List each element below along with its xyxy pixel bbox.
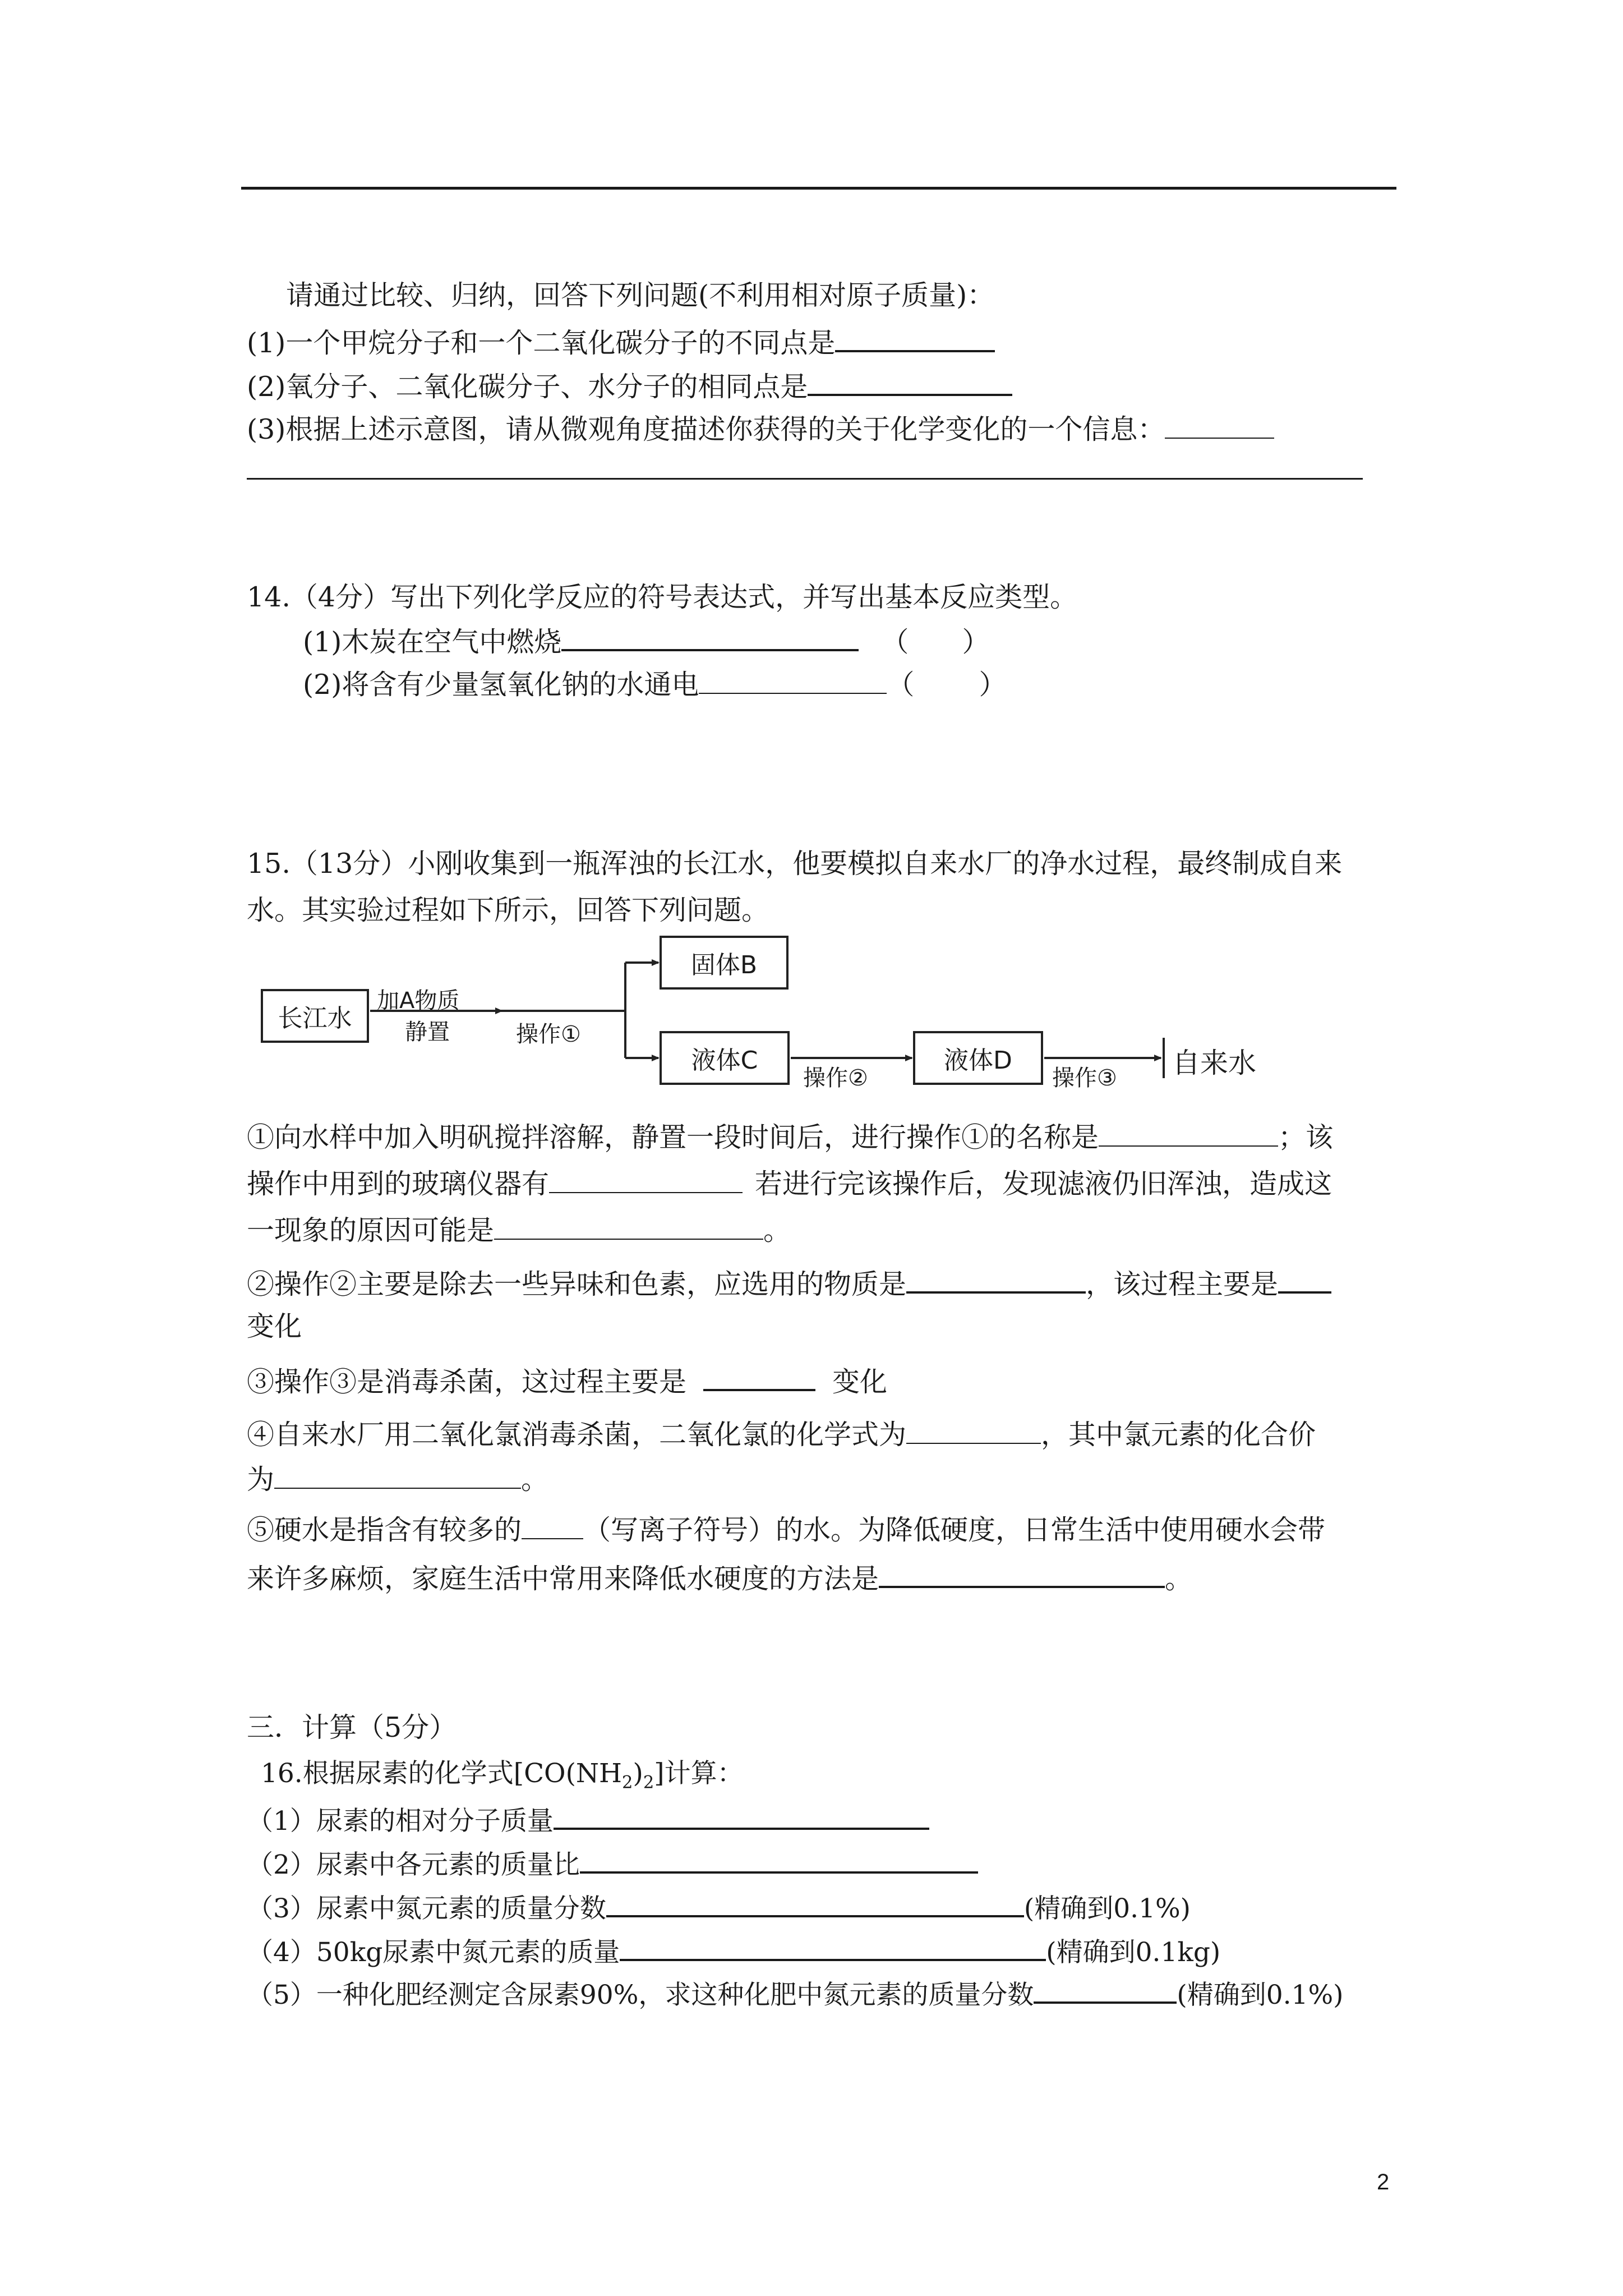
- q15-line-6: ③操作③是消毒杀菌，这过程主要是 变化: [247, 1360, 887, 1402]
- q15-title-line-1: 15.（13分）小刚收集到一瓶浑浊的长江水，他要模拟自来水厂的净水过程，最终制成自来: [247, 848, 1343, 880]
- answer-blank[interactable]: [494, 1209, 763, 1240]
- q15-line-8: 为 。: [247, 1458, 548, 1499]
- answer-blank[interactable]: [1099, 1116, 1278, 1147]
- q15-line-3: 一现象的原因可能是 。: [247, 1209, 791, 1250]
- q15-line-10: 来许多麻烦，家庭生活中常用来降低水硬度的方法是 。: [247, 1557, 1192, 1599]
- q15-line-4: ②操作②主要是除去一些异味和色素，应选用的物质是 ，该过程主要是: [247, 1262, 1331, 1304]
- answer-blank[interactable]: [580, 1846, 978, 1874]
- q16-title: 16.根据尿素的化学式$[CO(NH_2)_2]$计算：: [261, 1758, 744, 1793]
- flow-node-yangtze-water: 长江水: [261, 989, 369, 1043]
- flow-label-stand: 静置: [405, 1019, 450, 1045]
- flow-node-tap-water: 自来水: [1172, 1047, 1256, 1079]
- q15-line-2: 操作中用到的玻璃仪器有 若进行完该操作后，发现滤液仍旧浑浊，造成这: [247, 1163, 1332, 1204]
- q13-item-2: (2)氧分子、二氧化碳分子、水分子的相同点是: [247, 365, 1012, 407]
- answer-blank[interactable]: [703, 1360, 815, 1391]
- answer-blank[interactable]: [879, 1557, 1165, 1588]
- q15-line-5: 变化: [247, 1310, 302, 1342]
- q14-item-2: (2)将含有少量氢氧化钠的水通电 （ ）: [303, 664, 1006, 705]
- answer-blank[interactable]: [1278, 1262, 1331, 1294]
- q15-title-line-2: 水。其实验过程如下所示，回答下列问题。: [247, 894, 769, 926]
- q16-item-2: （2）尿素中各元素的质量比: [247, 1846, 978, 1883]
- q16-item-5: （5）一种化肥经测定含尿素90%，求这种化肥中氮元素的质量分数 (精确到0.1%): [247, 1976, 1343, 2013]
- answer-blank[interactable]: [549, 1163, 743, 1193]
- q14-item-1: (1)木炭在空气中燃烧 （ ）: [303, 620, 989, 662]
- flow-label-add-a: 加A物质: [377, 988, 460, 1014]
- flow-label-op3: 操作③: [1052, 1065, 1117, 1091]
- answer-blank[interactable]: [606, 1889, 1024, 1917]
- page-number: 2: [1377, 2170, 1390, 2194]
- answer-blank[interactable]: [1034, 1976, 1177, 2004]
- q14-title: 14.（4分）写出下列化学反应的符号表达式，并写出基本反应类型。: [247, 581, 1078, 613]
- q15-line-9: ⑤硬水是指含有较多的 （写离子符号）的水。为降低硬度，日常生活中使用硬水会带: [247, 1509, 1325, 1550]
- q16-item-4: （4）50kg尿素中氮元素的质量 (精确到0.1kg): [247, 1933, 1220, 1971]
- q16-item-3: （3）尿素中氮元素的质量分数 (精确到0.1%): [247, 1889, 1191, 1927]
- answer-blank[interactable]: [554, 1802, 929, 1830]
- answer-blank[interactable]: [906, 1414, 1041, 1444]
- q13-item-1: (1)一个甲烷分子和一个二氧化碳分子的不同点是: [247, 321, 995, 363]
- answer-blank[interactable]: [906, 1262, 1086, 1294]
- section-3-title: 三．计算（5分）: [247, 1711, 457, 1743]
- flow-label-op1: 操作①: [516, 1022, 581, 1047]
- intro-text: 请通过比较、归纳，回答下列问题(不利用相对原子质量)：: [286, 279, 995, 311]
- answer-blank[interactable]: [522, 1509, 583, 1539]
- flow-node-solid-b: 固体B: [660, 936, 789, 990]
- flow-node-liquid-c: 液体C: [660, 1031, 790, 1085]
- flow-label-op2: 操作②: [803, 1065, 868, 1091]
- flow-node-liquid-d: 液体D: [913, 1031, 1043, 1085]
- q15-line-1: ①向水样中加入明矾搅拌溶解，静置一段时间后，进行操作①的名称是 ；该: [247, 1116, 1333, 1157]
- answer-blank[interactable]: [274, 1458, 521, 1489]
- q16-item-1: （1）尿素的相对分子质量: [247, 1802, 929, 1839]
- q15-line-7: ④自来水厂用二氧化氯消毒杀菌，二氧化氯的化学式为 ，其中氯元素的化合价: [247, 1414, 1316, 1455]
- q13-item-3: (3)根据上述示意图，请从微观角度描述你获得的关于化学变化的一个信息：: [247, 408, 1274, 449]
- answer-blank[interactable]: [620, 1933, 1046, 1961]
